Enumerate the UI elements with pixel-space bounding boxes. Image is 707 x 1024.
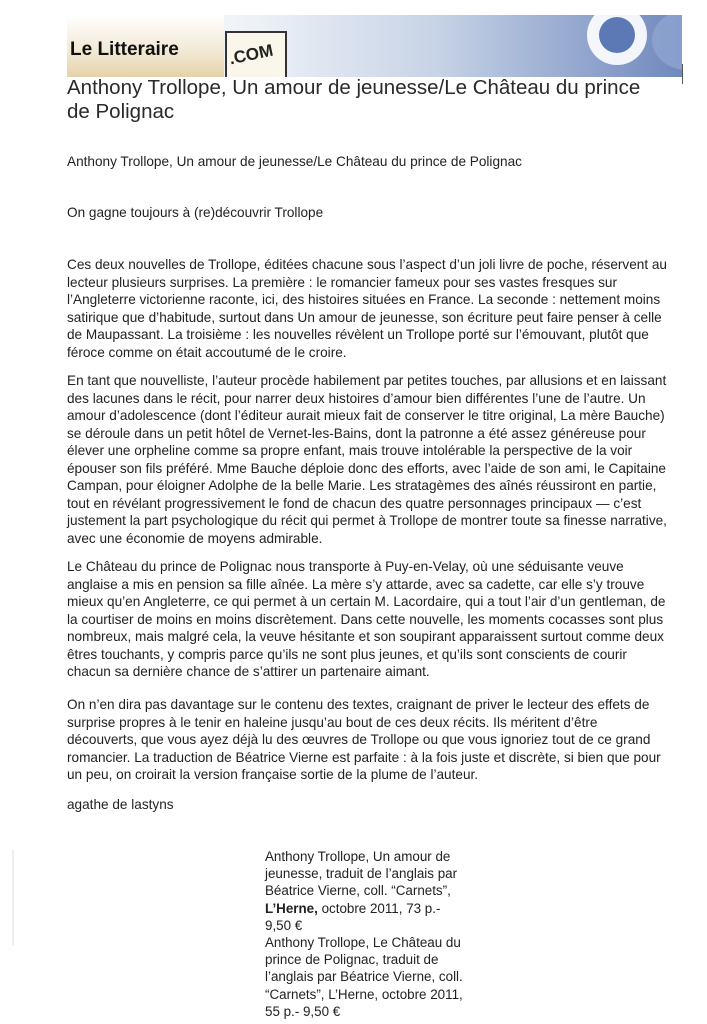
article-subtitle: Anthony Trollope, Un amour de jeunesse/Le Château du prince de Polignac	[67, 154, 522, 169]
logo-text: Le Litteraire	[70, 39, 179, 60]
book-reference-text: Anthony Trollope, Un amour de jeunesse, traduit de l’anglais par Béatrice Vierne, coll. “Carnets”,	[265, 849, 458, 899]
divider	[682, 64, 683, 84]
article-author: agathe de lastyns	[67, 797, 174, 812]
article-title: Anthony Trollope, Un amour de jeunesse/Le Château du prince de Polignac	[67, 76, 641, 123]
article-paragraph: On n’en dira pas davantage sur le contenu des textes, craignant de priver le lecteur des effets de surprise propres à le tenir en haleine jusqu’au bout de ces deux récits. Ils méritent d’être découverts, que vous ayez déjà lu des œuvres de Trollope ou que vous ignoriez tout de ce grand romancier. La traduction de Béatrice Vierne est parfaite : à la fois juste et discrète, si bien que pour un peu, on croirait la version française sortie de la plume de l’auteur.	[67, 697, 661, 782]
article-paragraph: En tant que nouvelliste, l’auteur procède habilement par petites touches, par allusions et en laissant des lacunes dans le récit, pour narrer deux histoires d’amour bien différentes l’une de l’autre. Un amour d’adolescence (dont l’éditeur aurait mieux fait de conserver le titre original, La mère Bauche) se déroule dans un petit hôtel de Vernet-les-Bains, dont la patronne a été assez généreuse pour élever une orpheline comme sa propre enfant, mais trouve intolérable la perspective de la voir épouser son fils préféré. Mme Bauche déploie donc des efforts, avec l’aide de son ami, le Capitaine Campan, pour éloigner Adolphe de la belle Marie. Les stratagèmes des aînés réussiront en partie, tout en révélant progressivement le fond de chacun des quatre personnages principaux — c’est justement la part psychologique du récit qui permet à Trollope de montrer toute sa finesse narrative, avec une économie de moyens admirable.	[67, 373, 667, 546]
article-paragraph: Ces deux nouvelles de Trollope, éditées chacune sous l’aspect d’un joli livre de poche, réservent au lecteur plusieurs surprises. La première : le romancier fameux pour ses vastes fresques sur l’Angleterre victorienne raconte, ici, des histoires situées en France. La seconde : nettement moins satirique que d’habitude, surtout dans Un amour de jeunesse, son écriture peut faire penser à celle de Maupassant. La troisième : les nouvelles révèlent un Trollope porté sur l’émouvant, plutôt que féroce comme on était accoutumé de le croire.	[67, 257, 667, 360]
divider	[12, 850, 14, 945]
book-reference-details: octobre 2011, 73 p.- 9,50 €	[265, 900, 441, 933]
book-references	[265, 848, 470, 1020]
article-tagline: On gagne toujours à (re)découvrir Trollope	[67, 205, 324, 220]
site-logo[interactable]	[67, 15, 224, 77]
article-paragraph: Le Château du prince de Polignac nous transporte à Puy-en-Velay, où une séduisante veuve anglaise a mis en pension sa fille aînée. La mère s’y attarde, avec sa cadette, car elle s’y trouve mieux qu’en Angleterre, ce qui permet à un certain M. Lacordaire, qui a tout l’air d’un gentleman, de la courtiser de moins en moins discrètement. Dans cette nouvelle, les moments cocasses sont plus nombreux, mais malgré cela, la veuve hésitante et son soupirant apparaissent surtout comme deux êtres touchants, y compris parce qu’ils ne sont plus jeunes, et qu’ils sont conscients de courir chacun sa dernière chance de s’attirer un partenaire aimant.	[67, 559, 666, 679]
logo-com-badge	[225, 31, 287, 77]
site-banner	[67, 15, 682, 77]
book-reference: Anthony Trollope, Le Château du prince de Polignac, traduit de l’anglais par Béatrice Vierne, coll. “Carnets”, L’Herne, octobre 2011, 55 p.- 9,50 €	[265, 935, 463, 1019]
book-reference	[265, 848, 470, 934]
book-publisher: L’Herne,	[265, 900, 318, 916]
banner-decoration	[599, 17, 635, 53]
logo-com-text: .COM	[227, 40, 275, 69]
banner-decoration	[652, 15, 682, 70]
